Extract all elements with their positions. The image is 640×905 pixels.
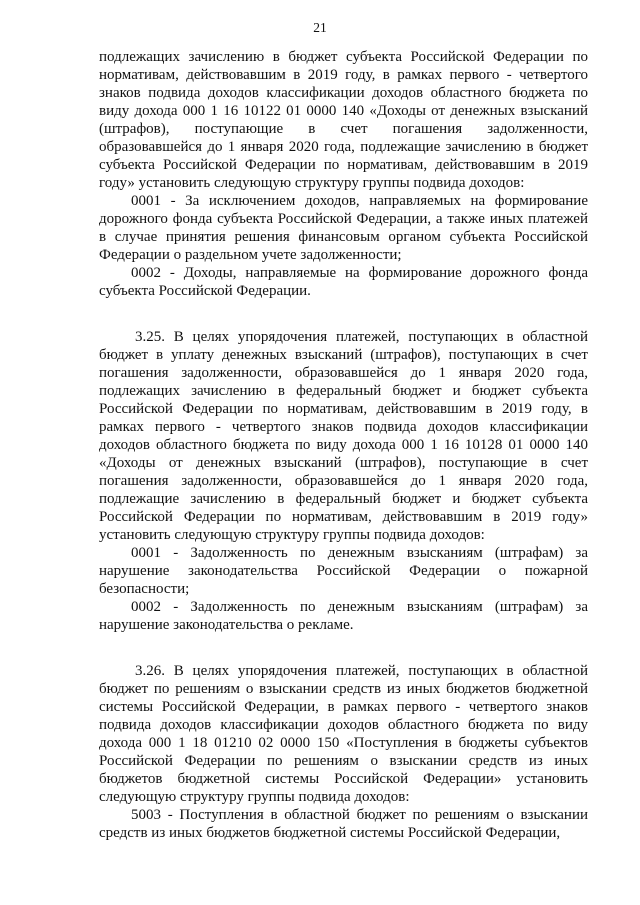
section-spacer <box>99 634 588 662</box>
paragraph-item-0002: 0002 - Доходы, направляемые на формирование дорожного фонда субъекта Российской Федерации. <box>99 265 588 299</box>
page-number: 21 <box>313 20 327 35</box>
paragraph-3-25-item-0002: 0002 - Задолженность по денежным взысканиям (штрафам) за нарушение законодательства о рекламе. <box>99 599 588 633</box>
paragraph-3-25-item-0001: 0001 - Задолженность по денежным взысканиям (штрафам) за нарушение законодательства Российской Федерации о пожарной безопасности; <box>99 545 588 597</box>
paragraph-continuation: подлежащих зачислению в бюджет субъекта Российской Федерации по нормативам, действовавшим в 2019 году, в рамках первого - четвертого знаков подвида доходов классификации доходов областного бюджета по виду дохода 000 1 16 10122 01 0000 140 «Доходы от денежных взысканий (штрафов), поступающие в счет погашения задолженности, образовавшейся до 1 января 2020 года, подлежащие зачислению в бюджет субъекта Российской Федерации по нормативам, действовавшим в 2019 году» установить следующую структуру группы подвида доходов: <box>99 49 588 191</box>
paragraph-3-26-item-5003: 5003 - Поступления в областной бюджет по решениям о взыскании средств из иных бюджетов бюджетной системы Российской Федерации, <box>99 807 588 841</box>
section-spacer <box>99 300 588 328</box>
paragraph-3-25: 3.25. В целях упорядочения платежей, поступающих в областной бюджет в уплату денежных взысканий (штрафов), поступающих в счет погашения задолженности, образовавшейся до 1 января 2020 года, подлежащих зачислению в федеральный бюджет и бюджет субъекта Российской Федерации по нормативам, действовавшим в 2019 году, в рамках первого - четвертого знаков подвида доходов классификации доходов областного бюджета по виду дохода 000 1 16 10128 01 0000 140 «Доходы от денежных взысканий (штрафов), поступающие в счет погашения задолженности, образовавшейся до 1 января 2020 года, подлежащие зачислению в федеральный бюджет и бюджет субъекта Российской Федерации по нормативам, действовавшим в 2019 году» установить следующую структуру группы подвида доходов: <box>99 329 588 543</box>
paragraph-3-26: 3.26. В целях упорядочения платежей, поступающих в областной бюджет по решениям о взыскании средств из иных бюджетов бюджетной системы Российской Федерации, в рамках первого - четвертого знаков подвида доходов классификации доходов областного бюджета по виду дохода 000 1 18 01210 02 0000 150 «Поступления в бюджеты субъектов Российской Федерации по решениям о взыскании средств из иных бюджетов бюджетной системы Российской Федерации» установить следующую структуру группы подвида доходов: <box>99 663 588 805</box>
document-body <box>99 48 588 842</box>
paragraph-item-0001: 0001 - За исключением доходов, направляемых на формирование дорожного фонда субъекта Российской Федерации, а также иных платежей в случае принятия решения финансовым органом субъекта Российской Федерации о раздельном учете задолженности; <box>99 193 588 263</box>
